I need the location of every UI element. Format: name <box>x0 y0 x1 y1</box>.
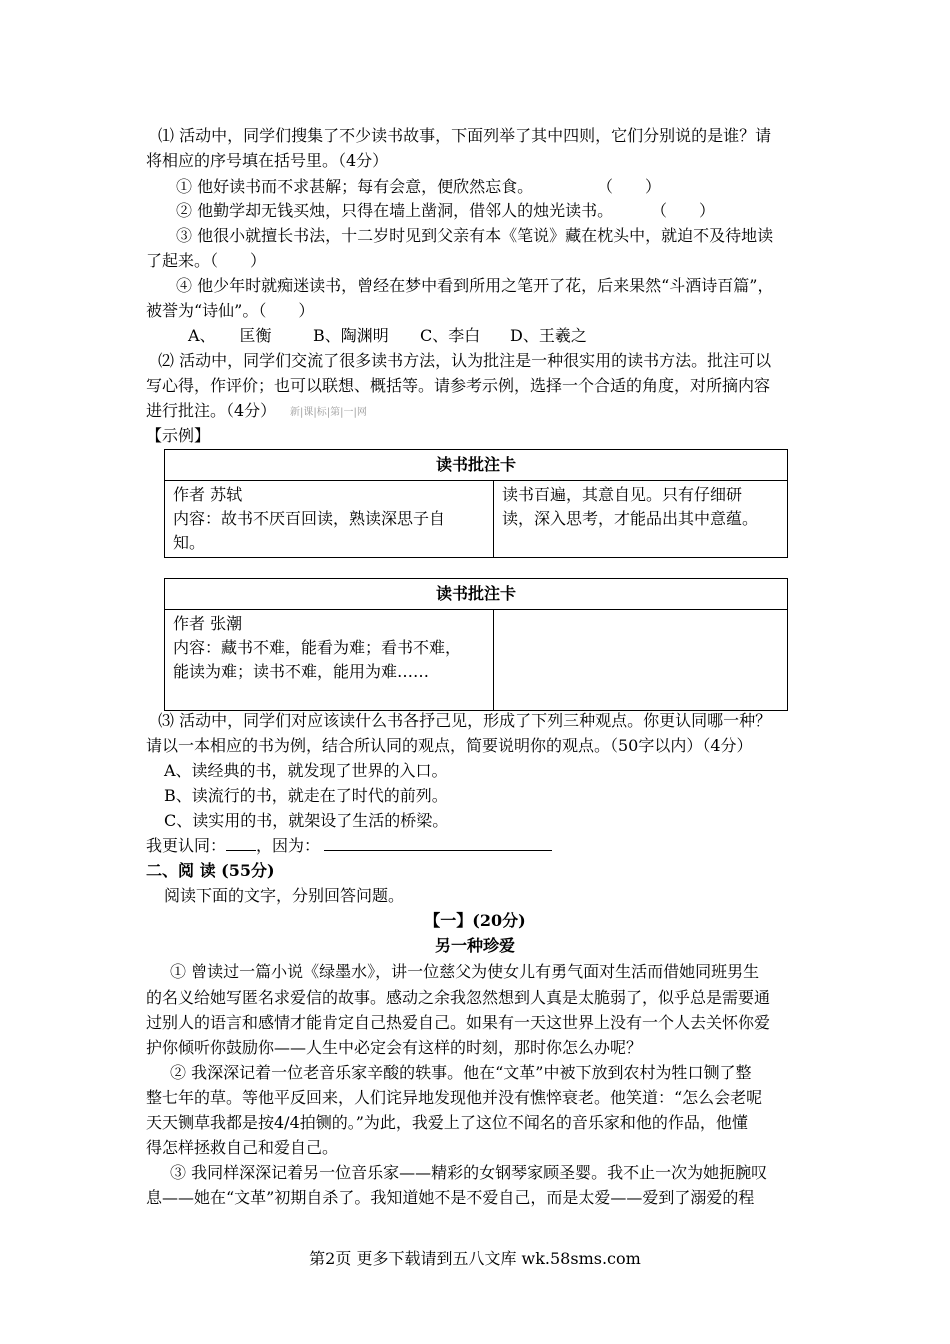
article-title: 另一种珍爱 <box>434 936 515 955</box>
q1-option-c: C、李白 <box>420 326 481 345</box>
card-author: 作者 张潮 <box>173 614 243 633</box>
q1-item-2: ② 他勤学却无钱买烛，只得在墙上凿洞，借邻人的烛光读书。 <box>176 201 614 220</box>
section-instruction: 阅读下面的文字，分别回答问题。 <box>164 886 405 905</box>
card-content-line1: 内容：故书不厌百回读，熟读深思子自 <box>173 509 446 528</box>
example-annotation-card <box>164 449 788 558</box>
page-footer: 第2页 更多下载请到五八文库 wk.58sms.com <box>309 1249 641 1268</box>
card-content-line1: 内容：藏书不难，能看为难；看书不难， <box>173 638 462 657</box>
para2-line3: 天天铡草我都是按4/4拍铡的。”为此，我爱上了这位不闻名的音乐家和他的作品，他懂 <box>146 1113 748 1132</box>
para2-line4: 得怎样拯救自己和爱自己。 <box>146 1138 339 1157</box>
q2-intro-line3: 进行批注。（4分） <box>146 401 277 420</box>
q1-option-b: B、陶渊明 <box>313 326 389 345</box>
para1-line2: 的名义给她写匿名求爱信的故事。感动之余我忽然想到人真是太脆弱了，似乎总是需要通 <box>146 988 771 1007</box>
para2-line2: 整七年的草。等他平反回来，人们诧异地发现他并没有憔悴衰老。他笑道：“怎么会老呢 <box>146 1088 763 1107</box>
para2-line1: ② 我深深记着一位老音乐家辛酸的轶事。他在“文革”中被下放到农村为牲口铡了整 <box>170 1063 752 1082</box>
answer-annotation-card <box>164 578 788 711</box>
q1-item-2-answer-paren[interactable]: （ ） <box>651 201 716 220</box>
card-answer-cell[interactable] <box>494 610 788 711</box>
q3-answer-prefix: 我更认同： <box>146 836 227 855</box>
card-note-line1: 读书百遍，其意自见。只有仔细研 <box>502 485 743 504</box>
part-label: 【一】(20分) <box>424 911 526 930</box>
card-note-cell <box>494 481 788 558</box>
q1-item-4-line2: 被誉为“诗仙”。（ ） <box>146 301 315 320</box>
watermark-text: 新|课|标|第|一|网 <box>290 407 367 418</box>
q1-item-4-line1: ④ 他少年时就痴迷读书，曾经在梦中看到所用之笔开了花，后来果然“斗酒诗百篇”， <box>176 276 774 295</box>
q3-option-b: B、读流行的书，就走在了时代的前列。 <box>164 786 448 805</box>
q1-intro-line2: 将相应的序号填在括号里。（4分） <box>146 151 389 170</box>
q1-option-a: A、 匡衡 <box>188 326 272 345</box>
card-title: 读书批注卡 <box>165 579 788 610</box>
card-content-line2: 能读为难；读书不难，能用为难…… <box>173 662 430 681</box>
section-heading: 二、阅 读 (55分) <box>146 861 275 880</box>
card-source-cell <box>165 610 494 711</box>
para3-line1: ③ 我同样深深记着另一位音乐家——精彩的女钢琴家顾圣婴。我不止一次为她扼腕叹 <box>170 1163 768 1182</box>
q3-option-a: A、读经典的书，就发现了世界的入口。 <box>164 761 448 780</box>
para1-line3: 过别人的语言和感情才能肯定自己热爱自己。如果有一天这世界上没有一个人去关怀你爱 <box>146 1013 771 1032</box>
q2-intro-line2: 写心得，作评价；也可以联想、概括等。请参考示例，选择一个合适的角度，对所摘内容 <box>146 376 771 395</box>
q3-choice-blank[interactable] <box>226 834 256 851</box>
q2-intro-line1: ⑵ 活动中，同学们交流了很多读书方法，认为批注是一种很实用的读书方法。批注可以 <box>158 351 772 370</box>
example-label: 【示例】 <box>146 426 211 445</box>
q1-option-d: D、王羲之 <box>510 326 587 345</box>
q3-intro-line2: 请以一本相应的书为例，结合所认同的观点，简要说明你的观点。（50字以内）（4分） <box>146 736 753 755</box>
card-note-line2: 读，深入思考，才能品出其中意蕴。 <box>502 509 759 528</box>
card-source-cell <box>165 481 494 558</box>
q3-option-c: C、读实用的书，就架设了生活的桥梁。 <box>164 811 449 830</box>
q1-item-1: ① 他好读书而不求甚解；每有会意，便欣然忘食。 <box>176 177 534 196</box>
q3-answer-line <box>146 834 552 858</box>
card-content-line2: 知。 <box>173 533 206 552</box>
q3-answer-mid: ，因为： <box>256 836 321 855</box>
para1-line4: 护你倾听你鼓励你——人生中必定会有这样的时刻，那时你怎么办呢？ <box>146 1038 643 1057</box>
q1-item-1-answer-paren[interactable]: （ ） <box>597 177 662 196</box>
q3-reason-blank[interactable] <box>324 834 552 851</box>
card-title: 读书批注卡 <box>165 450 788 481</box>
q1-item-3-line1: ③ 他很小就擅长书法，十二岁时见到父亲有本《笔说》藏在枕头中，就迫不及待地读 <box>176 226 774 245</box>
q1-item-3-line2: 了起来。（ ） <box>146 251 267 270</box>
card-author: 作者 苏轼 <box>173 485 243 504</box>
para1-line1: ① 曾读过一篇小说《绿墨水》，讲一位慈父为使女儿有勇气面对生活而借她同班男生 <box>170 962 760 981</box>
q1-intro-line1: ⑴ 活动中，同学们搜集了不少读书故事，下面列举了其中四则，它们分别说的是谁？请 <box>158 126 772 145</box>
q3-intro-line1: ⑶ 活动中，同学们对应该读什么书各抒己见，形成了下列三种观点。你更认同哪一种？ <box>158 711 772 730</box>
para3-line2: 息——她在“文革”初期自杀了。我知道她不是不爱自己，而是太爱——爱到了溺爱的程 <box>146 1188 755 1207</box>
